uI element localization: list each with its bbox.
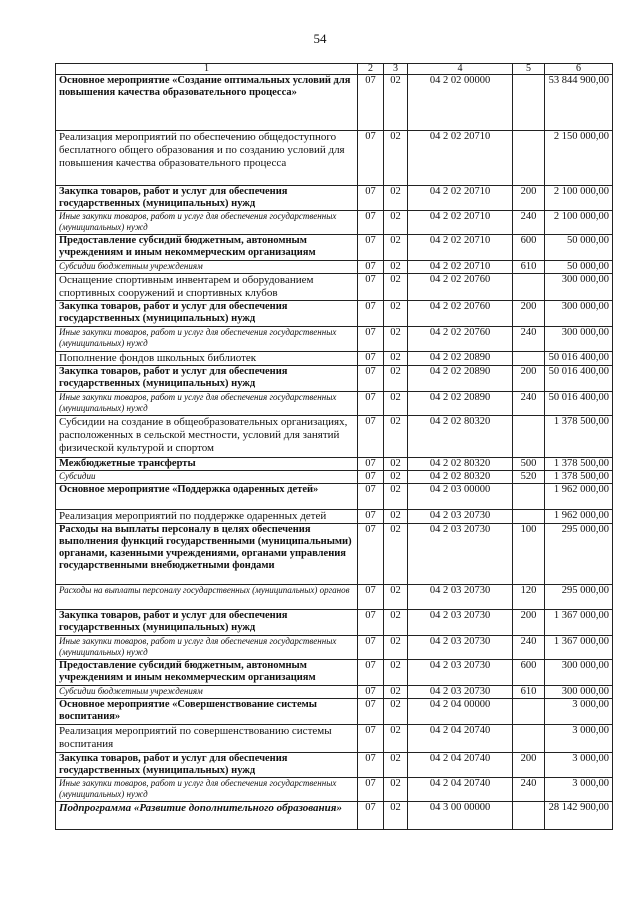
row-target-article-cell: 04 2 03 20730 — [408, 610, 513, 636]
row-name-cell: Оснащение спортивным инвентарем и оборудованием спортивных сооружений и спортивных клубов — [56, 274, 358, 301]
row-expense-type-cell: 100 — [513, 524, 545, 585]
row-expense-type-cell: 240 — [513, 392, 545, 416]
row-target-article-cell: 04 2 04 20740 — [408, 753, 513, 778]
row-subsection-cell: 02 — [384, 352, 408, 366]
row-target-article-cell: 04 2 02 80320 — [408, 458, 513, 471]
row-section-cell: 07 — [358, 753, 384, 778]
row-subsection-cell: 02 — [384, 261, 408, 274]
row-section-cell: 07 — [358, 75, 384, 131]
row-section-cell: 07 — [358, 131, 384, 186]
row-subsection-cell: 02 — [384, 416, 408, 458]
row-name-cell: Иные закупки товаров, работ и услуг для обеспечения государственных (муниципальных) нужд — [56, 211, 358, 235]
row-expense-type-cell: 600 — [513, 660, 545, 686]
row-amount-cell: 3 000,00 — [545, 753, 613, 778]
table-row — [56, 484, 613, 510]
row-subsection-cell: 02 — [384, 366, 408, 392]
row-section-cell: 07 — [358, 416, 384, 458]
row-amount-cell: 300 000,00 — [545, 686, 613, 699]
row-expense-type-cell: 500 — [513, 458, 545, 471]
row-expense-type-cell: 240 — [513, 778, 545, 802]
row-section-cell: 07 — [358, 484, 384, 510]
row-name-cell: Закупка товаров, работ и услуг для обеспечения государственных (муниципальных) нужд — [56, 753, 358, 778]
page-number: 54 — [313, 31, 327, 46]
row-section-cell: 07 — [358, 802, 384, 830]
row-target-article-cell: 04 2 04 00000 — [408, 699, 513, 725]
row-expense-type-cell — [513, 416, 545, 458]
row-amount-cell: 295 000,00 — [545, 524, 613, 585]
row-target-article-cell: 04 2 02 20890 — [408, 352, 513, 366]
budget-table — [55, 63, 613, 830]
table-row — [56, 471, 613, 484]
row-amount-cell: 3 000,00 — [545, 778, 613, 802]
row-section-cell: 07 — [358, 510, 384, 524]
row-subsection-cell: 02 — [384, 510, 408, 524]
column-header: 4 — [408, 64, 513, 75]
table-row — [56, 392, 613, 416]
row-amount-cell: 3 000,00 — [545, 699, 613, 725]
row-section-cell: 07 — [358, 686, 384, 699]
row-target-article-cell: 04 2 02 00000 — [408, 75, 513, 131]
table-row — [56, 261, 613, 274]
row-name-cell: Подпрограмма «Развитие дополнительного образования» — [56, 802, 358, 830]
row-subsection-cell: 02 — [384, 301, 408, 327]
row-amount-cell: 2 150 000,00 — [545, 131, 613, 186]
row-expense-type-cell — [513, 131, 545, 186]
table-body — [56, 75, 613, 830]
row-expense-type-cell: 200 — [513, 366, 545, 392]
row-amount-cell: 2 100 000,00 — [545, 186, 613, 211]
table-row — [56, 585, 613, 610]
table-row — [56, 366, 613, 392]
row-subsection-cell: 02 — [384, 524, 408, 585]
row-target-article-cell: 04 2 03 20730 — [408, 636, 513, 660]
table-row — [56, 352, 613, 366]
row-section-cell: 07 — [358, 366, 384, 392]
row-name-cell: Реализация мероприятий по поддержке одаренных детей — [56, 510, 358, 524]
row-section-cell: 07 — [358, 585, 384, 610]
row-amount-cell: 3 000,00 — [545, 725, 613, 753]
row-target-article-cell: 04 2 03 20730 — [408, 524, 513, 585]
row-subsection-cell: 02 — [384, 458, 408, 471]
row-section-cell: 07 — [358, 274, 384, 301]
row-amount-cell: 28 142 900,00 — [545, 802, 613, 830]
row-expense-type-cell — [513, 802, 545, 830]
row-amount-cell: 50 016 400,00 — [545, 392, 613, 416]
row-target-article-cell: 04 2 03 20730 — [408, 585, 513, 610]
row-target-article-cell: 04 2 02 20710 — [408, 131, 513, 186]
row-subsection-cell: 02 — [384, 471, 408, 484]
row-subsection-cell: 02 — [384, 636, 408, 660]
row-expense-type-cell — [513, 274, 545, 301]
table-row — [56, 753, 613, 778]
row-name-cell: Расходы на выплаты персоналу в целях обеспечения выполнения функций государственными (муниципальными) органами, казенными учреждениями, органами управления государственными внебюджетными фондами — [56, 524, 358, 585]
row-target-article-cell: 04 2 02 80320 — [408, 416, 513, 458]
row-amount-cell: 1 367 000,00 — [545, 610, 613, 636]
column-header: 3 — [384, 64, 408, 75]
row-target-article-cell: 04 2 02 20760 — [408, 301, 513, 327]
table-row — [56, 186, 613, 211]
row-amount-cell: 50 016 400,00 — [545, 352, 613, 366]
row-amount-cell: 50 000,00 — [545, 235, 613, 261]
row-expense-type-cell: 200 — [513, 186, 545, 211]
row-section-cell: 07 — [358, 458, 384, 471]
row-amount-cell: 295 000,00 — [545, 585, 613, 610]
row-section-cell: 07 — [358, 261, 384, 274]
row-subsection-cell: 02 — [384, 585, 408, 610]
row-section-cell: 07 — [358, 211, 384, 235]
row-amount-cell: 50 016 400,00 — [545, 366, 613, 392]
row-amount-cell: 1 378 500,00 — [545, 416, 613, 458]
row-section-cell: 07 — [358, 725, 384, 753]
row-target-article-cell: 04 2 02 20710 — [408, 211, 513, 235]
row-expense-type-cell — [513, 75, 545, 131]
row-expense-type-cell: 200 — [513, 610, 545, 636]
row-subsection-cell: 02 — [384, 484, 408, 510]
row-expense-type-cell — [513, 725, 545, 753]
row-name-cell: Предоставление субсидий бюджетным, автономным учреждениям и иным некоммерческим организациям — [56, 235, 358, 261]
row-name-cell: Иные закупки товаров, работ и услуг для обеспечения государственных (муниципальных) нужд — [56, 636, 358, 660]
row-section-cell: 07 — [358, 660, 384, 686]
row-section-cell: 07 — [358, 301, 384, 327]
row-target-article-cell: 04 2 02 20710 — [408, 235, 513, 261]
row-expense-type-cell: 200 — [513, 753, 545, 778]
row-target-article-cell: 04 2 02 20760 — [408, 274, 513, 301]
row-subsection-cell: 02 — [384, 802, 408, 830]
row-subsection-cell: 02 — [384, 211, 408, 235]
row-expense-type-cell: 240 — [513, 636, 545, 660]
row-name-cell: Предоставление субсидий бюджетным, автономным учреждениям и иным некоммерческим организациям — [56, 660, 358, 686]
row-name-cell: Расходы на выплаты персоналу государственных (муниципальных) органов — [56, 585, 358, 610]
row-amount-cell: 1 962 000,00 — [545, 510, 613, 524]
row-expense-type-cell: 610 — [513, 686, 545, 699]
row-name-cell: Закупка товаров, работ и услуг для обеспечения государственных (муниципальных) нужд — [56, 186, 358, 211]
row-name-cell: Субсидии бюджетным учреждениям — [56, 686, 358, 699]
table-row — [56, 778, 613, 802]
row-target-article-cell: 04 2 03 20730 — [408, 660, 513, 686]
row-amount-cell: 300 000,00 — [545, 327, 613, 352]
row-name-cell: Пополнение фондов школьных библиотек — [56, 352, 358, 366]
row-expense-type-cell: 600 — [513, 235, 545, 261]
row-name-cell: Межбюджетные трансферты — [56, 458, 358, 471]
table-row — [56, 725, 613, 753]
column-header: 5 — [513, 64, 545, 75]
row-amount-cell: 1 962 000,00 — [545, 484, 613, 510]
table-row — [56, 660, 613, 686]
row-target-article-cell: 04 2 02 80320 — [408, 471, 513, 484]
table-row — [56, 274, 613, 301]
row-name-cell: Основное мероприятие «Совершенствование системы воспитания» — [56, 699, 358, 725]
row-amount-cell: 50 000,00 — [545, 261, 613, 274]
row-name-cell: Иные закупки товаров, работ и услуг для обеспечения государственных (муниципальных) нужд — [56, 392, 358, 416]
row-subsection-cell: 02 — [384, 660, 408, 686]
row-name-cell: Иные закупки товаров, работ и услуг для обеспечения государственных (муниципальных) нужд — [56, 327, 358, 352]
table-row — [56, 524, 613, 585]
row-target-article-cell: 04 2 04 20740 — [408, 778, 513, 802]
row-target-article-cell: 04 2 02 20890 — [408, 392, 513, 416]
row-name-cell: Реализация мероприятий по обеспечению общедоступного бесплатного общего образования и по созданию условий для повышения качества образовательного процесса — [56, 131, 358, 186]
row-expense-type-cell: 610 — [513, 261, 545, 274]
row-name-cell: Субсидии — [56, 471, 358, 484]
row-section-cell: 07 — [358, 636, 384, 660]
row-amount-cell: 1 378 500,00 — [545, 471, 613, 484]
row-section-cell: 07 — [358, 471, 384, 484]
table-row — [56, 416, 613, 458]
row-name-cell: Основное мероприятие «Создание оптимальных условий для повышения качества образовательного процесса» — [56, 75, 358, 131]
row-name-cell: Закупка товаров, работ и услуг для обеспечения государственных (муниципальных) нужд — [56, 610, 358, 636]
row-subsection-cell: 02 — [384, 686, 408, 699]
row-expense-type-cell: 240 — [513, 327, 545, 352]
row-section-cell: 07 — [358, 524, 384, 585]
table-row — [56, 75, 613, 131]
row-subsection-cell: 02 — [384, 186, 408, 211]
row-name-cell: Реализация мероприятий по совершенствованию системы воспитания — [56, 725, 358, 753]
row-subsection-cell: 02 — [384, 75, 408, 131]
row-expense-type-cell: 120 — [513, 585, 545, 610]
row-target-article-cell: 04 2 02 20710 — [408, 261, 513, 274]
row-name-cell: Закупка товаров, работ и услуг для обеспечения государственных (муниципальных) нужд — [56, 366, 358, 392]
table-row — [56, 235, 613, 261]
row-expense-type-cell — [513, 699, 545, 725]
row-name-cell: Закупка товаров, работ и услуг для обеспечения государственных (муниципальных) нужд — [56, 301, 358, 327]
table-row — [56, 458, 613, 471]
row-subsection-cell: 02 — [384, 235, 408, 261]
row-amount-cell: 300 000,00 — [545, 660, 613, 686]
row-amount-cell: 1 367 000,00 — [545, 636, 613, 660]
table-row — [56, 301, 613, 327]
row-target-article-cell: 04 2 04 20740 — [408, 725, 513, 753]
row-section-cell: 07 — [358, 778, 384, 802]
row-subsection-cell: 02 — [384, 725, 408, 753]
row-subsection-cell: 02 — [384, 778, 408, 802]
header-row — [56, 64, 613, 75]
row-amount-cell: 300 000,00 — [545, 274, 613, 301]
column-header: 1 — [56, 64, 358, 75]
table-row — [56, 636, 613, 660]
row-subsection-cell: 02 — [384, 610, 408, 636]
row-amount-cell: 53 844 900,00 — [545, 75, 613, 131]
row-name-cell: Субсидии бюджетным учреждениям — [56, 261, 358, 274]
row-target-article-cell: 04 2 02 20760 — [408, 327, 513, 352]
row-expense-type-cell: 520 — [513, 471, 545, 484]
row-subsection-cell: 02 — [384, 274, 408, 301]
row-target-article-cell: 04 3 00 00000 — [408, 802, 513, 830]
row-section-cell: 07 — [358, 699, 384, 725]
row-section-cell: 07 — [358, 352, 384, 366]
row-section-cell: 07 — [358, 327, 384, 352]
row-subsection-cell: 02 — [384, 753, 408, 778]
row-target-article-cell: 04 2 03 20730 — [408, 686, 513, 699]
row-name-cell: Субсидии на создание в общеобразовательных организациях, расположенных в сельской местности, условий для занятий физической культурой и спортом — [56, 416, 358, 458]
row-expense-type-cell — [513, 510, 545, 524]
table-row — [56, 686, 613, 699]
table-row — [56, 211, 613, 235]
row-section-cell: 07 — [358, 392, 384, 416]
table-row — [56, 510, 613, 524]
row-amount-cell: 300 000,00 — [545, 301, 613, 327]
column-header: 2 — [358, 64, 384, 75]
row-subsection-cell: 02 — [384, 131, 408, 186]
row-expense-type-cell — [513, 484, 545, 510]
row-subsection-cell: 02 — [384, 392, 408, 416]
row-section-cell: 07 — [358, 610, 384, 636]
row-amount-cell: 1 378 500,00 — [545, 458, 613, 471]
row-subsection-cell: 02 — [384, 699, 408, 725]
row-section-cell: 07 — [358, 186, 384, 211]
row-target-article-cell: 04 2 02 20890 — [408, 366, 513, 392]
row-subsection-cell: 02 — [384, 327, 408, 352]
row-target-article-cell: 04 2 03 00000 — [408, 484, 513, 510]
row-target-article-cell: 04 2 03 20730 — [408, 510, 513, 524]
table-row — [56, 699, 613, 725]
table-row — [56, 610, 613, 636]
table-row — [56, 327, 613, 352]
table-row — [56, 802, 613, 830]
row-name-cell: Иные закупки товаров, работ и услуг для обеспечения государственных (муниципальных) нужд — [56, 778, 358, 802]
column-header: 6 — [545, 64, 613, 75]
row-expense-type-cell: 200 — [513, 301, 545, 327]
row-target-article-cell: 04 2 02 20710 — [408, 186, 513, 211]
table-row — [56, 131, 613, 186]
row-expense-type-cell — [513, 352, 545, 366]
row-expense-type-cell: 240 — [513, 211, 545, 235]
row-name-cell: Основное мероприятие «Поддержка одаренных детей» — [56, 484, 358, 510]
row-amount-cell: 2 100 000,00 — [545, 211, 613, 235]
row-section-cell: 07 — [358, 235, 384, 261]
